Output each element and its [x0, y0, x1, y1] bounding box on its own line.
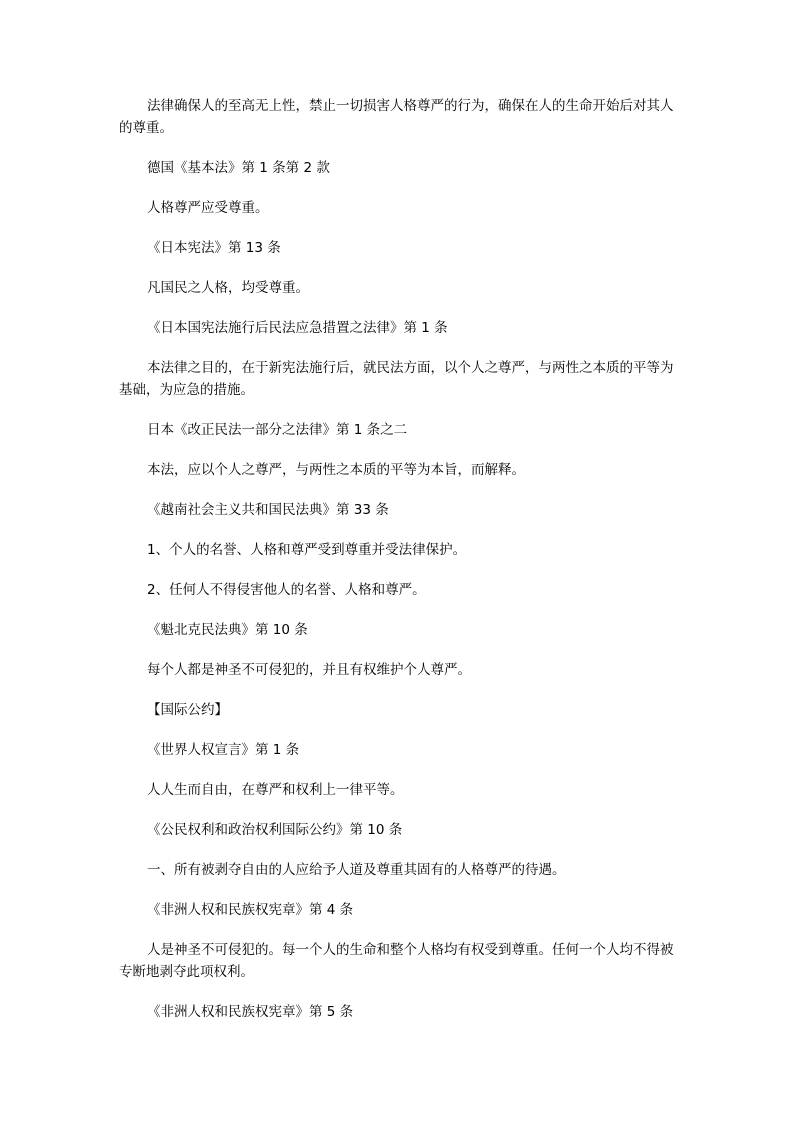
- paragraph-3: 人格尊严应受尊重。: [147, 200, 269, 216]
- paragraph-19: 一、所有被剥夺自由的人应给予人道及尊重其固有的人格尊严的待遇。: [147, 862, 566, 878]
- section-heading: 【国际公约】: [147, 702, 228, 718]
- paragraph-8: 日本《改正民法一部分之法律》第 1 条之二: [147, 422, 408, 438]
- paragraph-22: 《非洲人权和民族权宪章》第 5 条: [147, 1004, 354, 1020]
- document-body: [119, 95, 685, 1041]
- paragraph-9: 本法，应以个人之尊严，与两性之本质的平等为本旨，而解释。: [147, 462, 525, 478]
- paragraph-16: 《世界人权宣言》第 1 条: [147, 742, 300, 758]
- paragraph-17: 人人生而自由，在尊严和权利上一律平等。: [147, 782, 404, 798]
- paragraph-20: 《非洲人权和民族权宪章》第 4 条: [147, 902, 354, 918]
- paragraph-14: 每个人都是神圣不可侵犯的，并且有权维护个人尊严。: [147, 662, 471, 678]
- paragraph-12: 2、任何人不得侵害他人的名誉、人格和尊严。: [147, 582, 426, 598]
- paragraph-6: 《日本国宪法施行后民法应急措置之法律》第 1 条: [147, 320, 448, 336]
- paragraph-18: 《公民权利和政治权利国际公约》第 10 条: [147, 822, 403, 838]
- paragraph-13: 《魁北克民法典》第 10 条: [147, 622, 308, 638]
- paragraph-10: 《越南社会主义共和国民法典》第 33 条: [147, 502, 389, 518]
- paragraph-2: 德国《基本法》第 1 条第 2 款: [147, 160, 330, 176]
- paragraph-21: 人是神圣不可侵犯的。每一个人的生命和整个人格均有权受到尊重。任何一个人均不得被专断地剥夺此项权利。: [119, 942, 674, 980]
- paragraph-5: 凡国民之人格，均受尊重。: [147, 280, 309, 296]
- paragraph-7: 本法律之目的，在于新宪法施行后，就民法方面，以个人之尊严，与两性之本质的平等为基础，为应急的措施。: [119, 360, 674, 398]
- paragraph-11: 1、个人的名誉、人格和尊严受到尊重并受法律保护。: [147, 542, 467, 558]
- paragraph-1: 法律确保人的至高无上性，禁止一切损害人格尊严的行为，确保在人的生命开始后对其人的尊重。: [119, 98, 674, 136]
- paragraph-4: 《日本宪法》第 13 条: [147, 240, 281, 256]
